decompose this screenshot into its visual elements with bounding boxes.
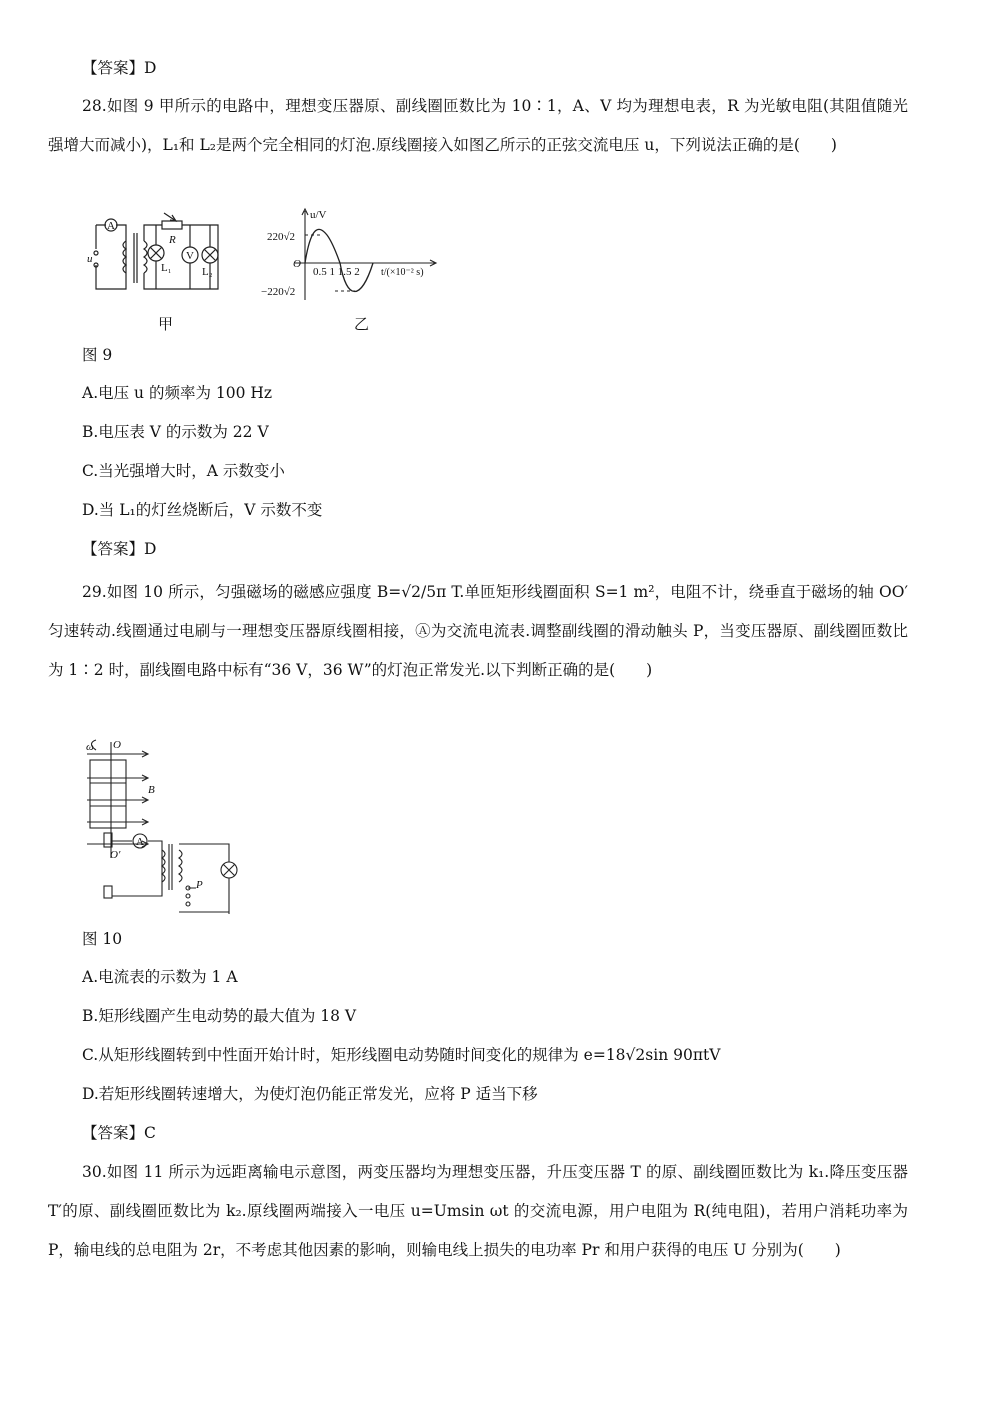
ammeter-label: A [136, 836, 144, 848]
answer-label: 【答案】D [82, 59, 157, 77]
slider-p-label: P [196, 879, 203, 891]
question-29-option-a: A.电流表的示数为 1 A [82, 968, 238, 986]
question-29-option-d: D.若矩形线圈转速增大，为使灯泡仍能正常发光，应将 P 适当下移 [82, 1085, 538, 1103]
question-28-option-c: C.当光强增大时，A 示数变小 [82, 462, 285, 480]
figure-9-circuit [84, 205, 234, 305]
question-28-stem: 28.如图 9 甲所示的电路中，理想变压器原、副线圈匝数比为 10∶1，A、V 均为理想电表，R 为光敏电阻(其阻值随光强增大而减小)，L₁和 L₂是两个完全相同的灯泡.原线圈接入如图乙所示的正弦交流电压 u，下列说法正确的是( ) [48, 97, 908, 154]
axis-o-prime-label: O′ [110, 849, 121, 861]
lamp-2-label: L₂ [202, 266, 213, 278]
lamp-1-label: L₁ [161, 262, 172, 274]
question-29-stem: 29.如图 10 所示，匀强磁场的磁感应强度 B=√2/5π T.单匝矩形线圈面积 S=1 m²，电阻不计，绕垂直于磁场的轴 OO′匀速转动.线圈通过电刷与一理想变压器原线圈相接，Ⓐ为交流电流表.调整副线圈的滑动触头 P，当变压器原、副线圈匝数比为 1∶2 时，副线圈电路中标有“36 V，36 W”的灯泡正常发光.以下判断正确的是( ) [48, 583, 908, 679]
graph-y-min-label: −220√2 [261, 286, 296, 298]
field-b-label: B [148, 784, 155, 796]
graph-y-max-label: 220√2 [267, 231, 296, 243]
axis-o-label: O [113, 739, 121, 751]
question-28-option-d: D.当 L₁的灯丝烧断后，V 示数不变 [82, 501, 323, 519]
figure-9-graph [255, 205, 445, 305]
source-voltage-label: u [87, 253, 93, 265]
figure-10-caption: 图 10 [82, 930, 123, 948]
question-28-option-b: B.电压表 V 的示数为 22 V [82, 423, 269, 441]
omega-label: ω [86, 741, 94, 753]
figure-9-yi-caption: 乙 [354, 315, 370, 333]
figure-9-caption: 图 9 [82, 346, 113, 364]
graph-y-axis-label: u/V [310, 209, 327, 221]
question-29-option-b: B.矩形线圈产生电动势的最大值为 18 V [82, 1007, 357, 1025]
question-30-stem: 30.如图 11 所示为远距离输电示意图，两变压器均为理想变压器，升压变压器 T 的原、副线圈匝数比为 k₁.降压变压器 T′的原、副线圈匝数比为 k₂.原线圈两端接入一电压 u=Umsin ωt 的交流电源，用户电阻为 R(纯电阻)，若用户消耗功率为 P，输电线的总电阻为 2r，不考虑其他因素的影响，则输电线上损失的电功率 Pr 和用户获得的电压 U 分别为( ) [48, 1163, 908, 1259]
question-29-answer: 【答案】C [82, 1124, 156, 1142]
graph-x-axis-label: t/(×10⁻² s) [381, 267, 424, 278]
question-28-option-a: A.电压 u 的频率为 100 Hz [82, 384, 273, 402]
graph-origin-label: O [293, 258, 301, 270]
graph-x-ticks-label: 0.5 1 1.5 2 [313, 266, 360, 278]
question-28-answer: 【答案】D [82, 540, 157, 558]
ammeter-label: A [107, 220, 115, 232]
question-29-option-c: C.从矩形线圈转到中性面开始计时，矩形线圈电动势随时间变化的规律为 e=18√2sin 90πtV [82, 1046, 721, 1064]
figure-10 [84, 738, 244, 914]
voltmeter-label: V [186, 250, 194, 262]
resistor-label: R [169, 234, 176, 246]
figure-9-jia-caption: 甲 [158, 315, 174, 333]
